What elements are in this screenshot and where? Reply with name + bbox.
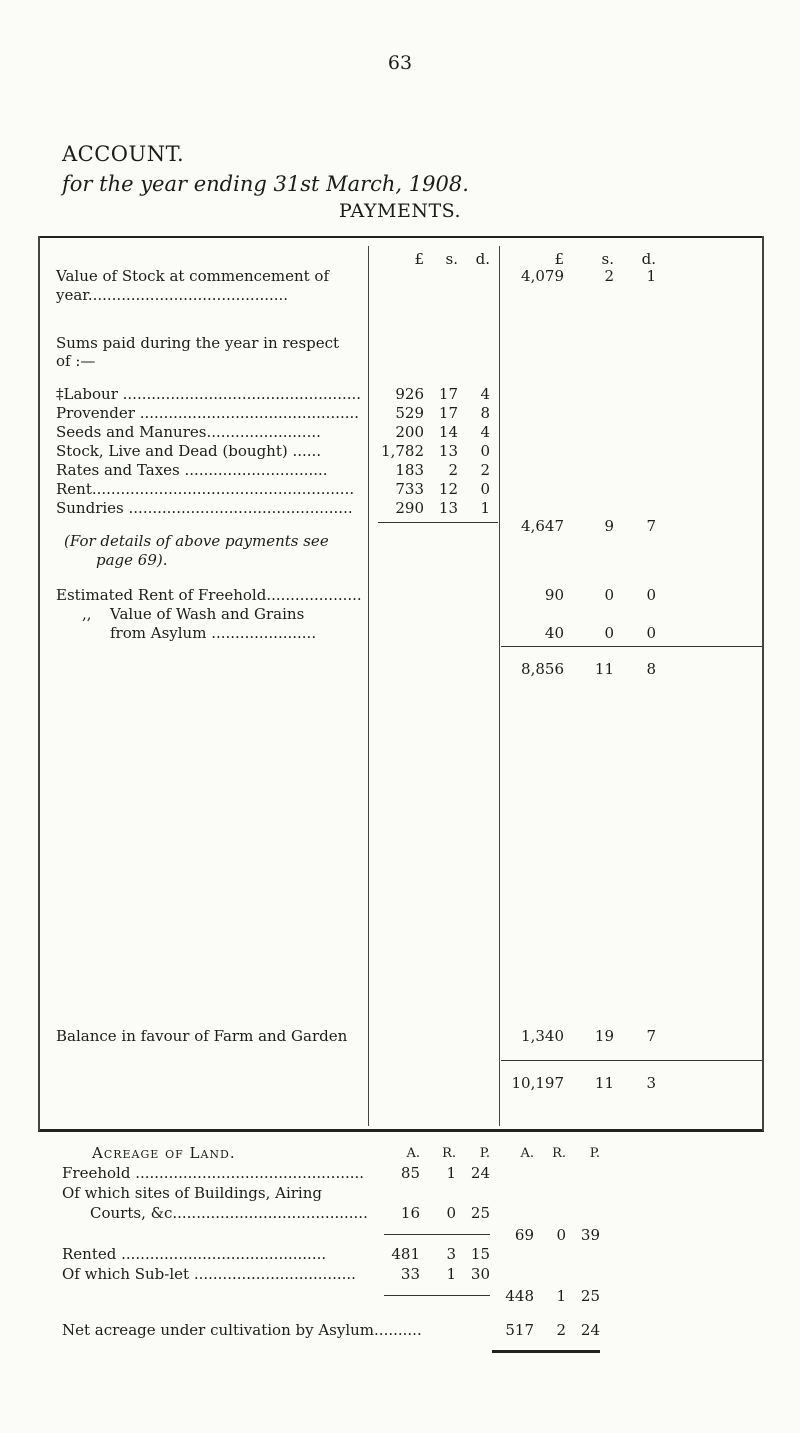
item-shillings: 14 (438, 423, 458, 441)
inner-shillings-header: s. (445, 250, 458, 268)
item-label: Rates and Taxes .............................. (56, 461, 328, 479)
item-pounds: 926 (395, 385, 424, 403)
item-pence: 4 (480, 385, 490, 403)
stock-label-line1: Value of Stock at commencement of (56, 267, 330, 285)
item-shillings: 13 (438, 499, 458, 517)
stock-pence: 1 (646, 267, 656, 285)
net-perches: 24 (580, 1321, 600, 1339)
item-pence: 2 (480, 461, 490, 479)
freehold-net-perches: 39 (580, 1226, 600, 1244)
rented-acres: 481 (391, 1245, 420, 1263)
details-note-line2: page 69). (96, 551, 168, 569)
payments-heading: PAYMENTS. (338, 200, 462, 222)
item-label: ‡Labour .................................................. (56, 385, 362, 403)
rented-roods: 3 (446, 1245, 456, 1263)
sublet-perches: 30 (470, 1265, 490, 1283)
items-total-pence: 7 (646, 517, 656, 535)
sites-label-line1: Of which sites of Buildings, Airing (62, 1184, 322, 1202)
item-pounds: 1,782 (381, 442, 424, 460)
sums-heading-line2: of :— (56, 352, 96, 370)
item-shillings: 17 (438, 404, 458, 422)
acre-header: A. (406, 1146, 420, 1161)
wash-shillings: 0 (604, 624, 614, 642)
item-pounds: 290 (395, 499, 424, 517)
item-pounds: 200 (395, 423, 424, 441)
wash-pounds: 40 (544, 624, 564, 642)
grand-total-shillings: 11 (594, 1074, 614, 1092)
sites-label-line2: Courts, &c......................................... (90, 1204, 368, 1222)
stock-pounds: 4,079 (521, 267, 564, 285)
table-right-border (762, 236, 764, 1131)
account-title: ACCOUNT. (62, 142, 185, 166)
item-label: Seeds and Manures........................ (56, 423, 321, 441)
sublet-label: Of which Sub-let .................................. (62, 1265, 356, 1283)
page-number: 63 (387, 52, 413, 74)
ditto-mark: ,, (82, 605, 92, 623)
sites-roods: 0 (446, 1204, 456, 1222)
balance-pence: 7 (646, 1027, 656, 1045)
item-shillings: 17 (438, 385, 458, 403)
freehold-net-roods: 0 (556, 1226, 566, 1244)
perch-total-header: P. (589, 1146, 600, 1161)
inner-pounds-header: £ (414, 250, 424, 268)
freehold-label: Freehold ................................................ (62, 1164, 365, 1182)
item-label: Rent....................................................... (56, 480, 355, 498)
wash-pence: 0 (646, 624, 656, 642)
rented-net-roods: 1 (556, 1287, 566, 1305)
net-acreage-label: Net acreage under cultivation by Asylum.......... (62, 1321, 422, 1339)
rent-pence: 0 (646, 586, 656, 604)
item-shillings: 12 (438, 480, 458, 498)
freehold-roods: 1 (446, 1164, 456, 1182)
item-pounds: 733 (395, 480, 424, 498)
freehold-net-acres: 69 (514, 1226, 534, 1244)
freehold-acres: 85 (400, 1164, 420, 1182)
subtotal-shillings: 11 (594, 660, 614, 678)
item-pence: 1 (480, 499, 490, 517)
outer-pounds-header: £ (554, 250, 564, 268)
details-note-line1: (For details of above payments see (64, 532, 329, 550)
wash-label-line1: Value of Wash and Grains (110, 605, 305, 623)
rented-perches: 15 (470, 1245, 490, 1263)
rented-net-rule (384, 1295, 490, 1296)
sites-perches: 25 (470, 1204, 490, 1222)
item-pence: 8 (480, 404, 490, 422)
freehold-net-rule (384, 1234, 490, 1235)
table-left-border (38, 236, 40, 1131)
table-bottom-border (38, 1129, 764, 1132)
rented-net-acres: 448 (505, 1287, 534, 1305)
freehold-perches: 24 (470, 1164, 490, 1182)
items-subtotal-rule (378, 522, 498, 523)
balance-label: Balance in favour of Farm and Garden (56, 1027, 348, 1045)
rented-net-perches: 25 (580, 1287, 600, 1305)
rent-pounds: 90 (544, 586, 564, 604)
rood-header: R. (442, 1146, 456, 1161)
sublet-acres: 33 (400, 1265, 420, 1283)
rent-shillings: 0 (604, 586, 614, 604)
sites-acres: 16 (400, 1204, 420, 1222)
grand-total-pounds: 10,197 (511, 1074, 564, 1092)
column-divider-inner (368, 246, 369, 1126)
item-pounds: 183 (395, 461, 424, 479)
column-divider-outer (499, 246, 500, 1126)
item-shillings: 2 (448, 461, 458, 479)
acreage-title: Acreage of Land. (92, 1144, 236, 1162)
subtotal-pounds: 8,856 (521, 660, 564, 678)
net-roods: 2 (556, 1321, 566, 1339)
balance-shillings: 19 (594, 1027, 614, 1045)
outer-shillings-header: s. (601, 250, 614, 268)
subtotal-pence: 8 (646, 660, 656, 678)
sums-heading-line1: Sums paid during the year in respect (56, 334, 340, 352)
subtotal-rule (501, 646, 762, 647)
outer-pence-header: d. (641, 250, 656, 268)
perch-header: P. (479, 1146, 490, 1161)
balance-pounds: 1,340 (521, 1027, 564, 1045)
item-label: Stock, Live and Dead (bought) ...... (56, 442, 322, 460)
table-top-border (38, 236, 764, 238)
stock-shillings: 2 (604, 267, 614, 285)
net-acreage-double-rule (492, 1350, 600, 1353)
item-pence: 0 (480, 442, 490, 460)
item-pence: 0 (480, 480, 490, 498)
account-subtitle: for the year ending 31st March, 1908. (62, 172, 469, 196)
item-pounds: 529 (395, 404, 424, 422)
grand-total-pence: 3 (646, 1074, 656, 1092)
item-pence: 4 (480, 423, 490, 441)
items-total-pounds: 4,647 (521, 517, 564, 535)
rent-label: Estimated Rent of Freehold.................... (56, 586, 362, 604)
acre-total-header: A. (520, 1146, 534, 1161)
wash-label-line2: from Asylum ...................... (110, 624, 317, 642)
rood-total-header: R. (552, 1146, 566, 1161)
grand-total-rule (501, 1060, 762, 1061)
sublet-roods: 1 (446, 1265, 456, 1283)
inner-pence-header: d. (475, 250, 490, 268)
item-label: Provender .............................................. (56, 404, 360, 422)
stock-label-line2: year.......................................... (56, 286, 289, 304)
items-total-shillings: 9 (604, 517, 614, 535)
payments-table (38, 236, 764, 1131)
net-acres: 517 (505, 1321, 534, 1339)
item-label: Sundries ............................................... (56, 499, 353, 517)
item-shillings: 13 (438, 442, 458, 460)
rented-label: Rented ........................................... (62, 1245, 327, 1263)
